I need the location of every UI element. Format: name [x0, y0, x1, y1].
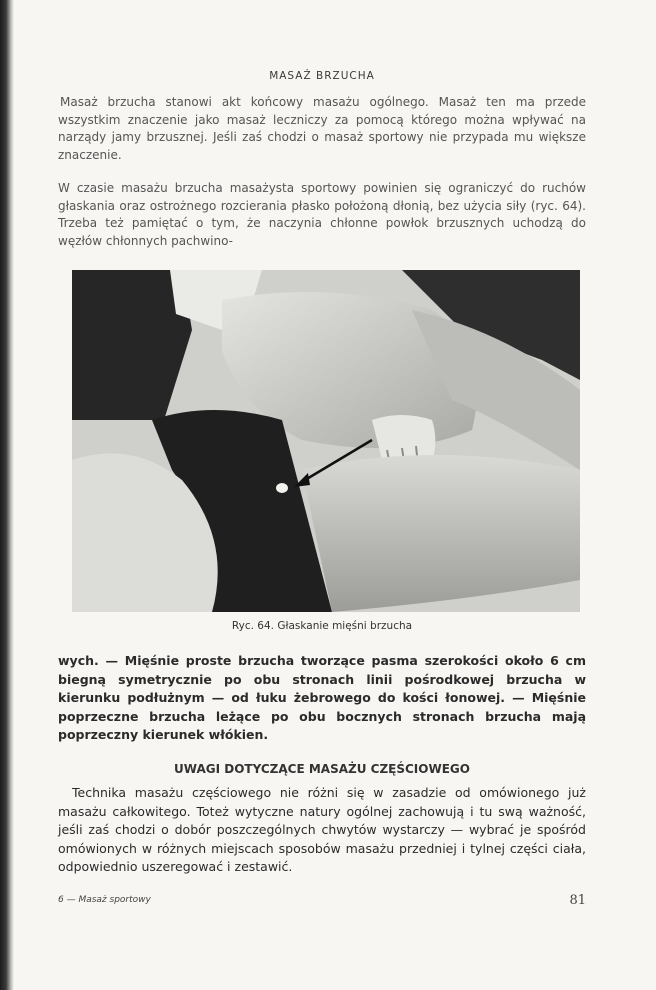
- navel-mark: [276, 483, 288, 493]
- book-spine-shadow: [0, 0, 14, 990]
- figure-abdominal-massage-photo: [72, 270, 580, 612]
- figure-caption: Ryc. 64. Głaskanie mięśni brzucha: [231, 620, 413, 632]
- paragraph-partial-massage: Technika masażu częściowego nie różni się w zasadzie od omówionego już masażu całkowitego. Toteż wytyczne natury ogólnej zachowują i tu swą ważność, jeśli zaś chodzi o dobór poszczególnych chwytów wystarczy — wybrać je spośród omówionych w różnych miejscach sposobów masażu przedniej i tylnej części ciała, odpowiednio uszeregować i zestawić.: [58, 785, 586, 874]
- paragraph-intro: Masaż brzucha stanowi akt końcowy masażu ogólnego. Masaż ten ma przede wszystkim znaczenie jako masaż leczniczy za pomocą którego można wpływać na narządy jamy brzusznej. Jeśli zaś chodzi o masaż sportowy nie przypada mu większe znaczenie.: [58, 95, 586, 162]
- section-heading: UWAGI DOTYCZĄCE MASAŻU CZĘŚCIOWEGO: [174, 762, 470, 776]
- running-head: MASAŻ BRZUCHA: [269, 70, 375, 82]
- paragraph-muscles: wych. — Mięśnie proste brzucha tworzące pasma szerokości około 6 cm biegną symetrycznie po obu stronach linii pośrodkowej brzucha w kierunku podłużnym — od łuku żebrowego do kości łonowej. — Mięśnie poprzeczne brzucha leżące po obu bocznych stronach brzucha mają poprzeczny kierunek włókien.: [58, 653, 586, 742]
- massage-photo-illustration: [72, 270, 580, 612]
- page-number: 81: [569, 893, 586, 908]
- paragraph-technique: W czasie masażu brzucha masażysta sportowy powinien się ograniczyć do ruchów głaskania oraz ostrożnego rozcierania płasko położoną dłonią, bez użycia siły (ryc. 64). Trzeba też pamiętać o tym, że naczynia chłonne powłok brzusznych uchodzą do węzłów chłonnych pachwino-: [58, 181, 586, 248]
- footer-signature: 6 — Masaż sportowy: [58, 895, 151, 905]
